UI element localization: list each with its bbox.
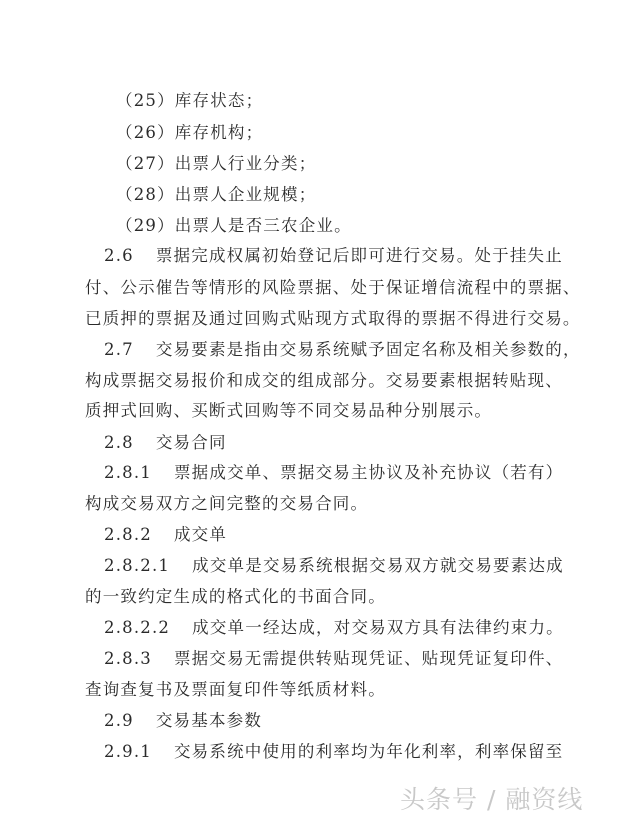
section-title: 交易合同 (155, 433, 227, 452)
section-number: 2.8.2.1 (104, 556, 171, 575)
paragraph-line: 质押式回购、买断式回购等不同交易品种分别展示。 (85, 401, 493, 420)
section-2-6-first-line (104, 245, 563, 267)
section-2-8-2-heading (104, 524, 227, 546)
source-watermark: 头条号 / 融资线 (400, 785, 584, 814)
section-number: 2.9 (104, 711, 134, 730)
list-item-26: （26）库存机构； (116, 123, 264, 142)
section-title: 成交单 (173, 525, 228, 544)
list-item-29: （29）出票人是否三农企业。 (116, 216, 352, 235)
paragraph-text: 票据完成权属初始登记后即可进行交易。处于挂失止 (155, 246, 563, 265)
section-number: 2.7 (104, 340, 134, 359)
paragraph-line: 构成交易双方之间完整的交易合同。 (85, 494, 369, 513)
section-number: 2.8.2.2 (104, 618, 171, 637)
paragraph-text: 成交单是交易系统根据交易双方就交易要素达成 (192, 556, 564, 575)
paragraph-text: 票据成交单、票据交易主协议及补充协议（若有） (173, 463, 564, 482)
paragraph-text: 交易要素是指由交易系统赋予固定名称及相关参数的， (155, 340, 581, 359)
section-title: 交易基本参数 (155, 711, 263, 730)
section-number: 2.9.1 (104, 742, 152, 761)
section-2-8-2-1-first-line (104, 555, 564, 577)
section-2-8-heading (104, 432, 227, 454)
paragraph-line: 已质押的票据及通过回购式贴现方式取得的票据不得进行交易。 (85, 309, 581, 328)
section-2-8-3-first-line (104, 648, 563, 670)
list-item-27: （27）出票人行业分类； (116, 154, 317, 173)
section-2-8-2-2-first-line (104, 617, 564, 639)
section-2-8-1-first-line (104, 462, 563, 484)
list-item-25: （25）库存状态； (116, 91, 264, 110)
section-number: 2.8.1 (104, 463, 152, 482)
paragraph-text: 票据交易无需提供转贴现凭证、贴现凭证复印件、 (173, 649, 564, 668)
section-number: 2.6 (104, 246, 134, 265)
paragraph-line: 的一致约定生成的格式化的书面合同。 (85, 587, 386, 606)
section-number: 2.8.3 (104, 649, 152, 668)
paragraph-text: 交易系统中使用的利率均为年化利率，利率保留至 (173, 742, 564, 761)
paragraph-line: 构成票据交易报价和成交的组成部分。交易要素根据转贴现、 (85, 371, 563, 390)
section-number: 2.8 (104, 433, 134, 452)
section-2-7-first-line (104, 339, 581, 361)
section-2-9-1-first-line (104, 741, 563, 763)
section-2-9-heading (104, 710, 262, 732)
list-item-28: （28）出票人企业规模； (116, 185, 317, 204)
paragraph-text: 成交单一经达成，对交易双方具有法律约束力。 (192, 618, 564, 637)
paragraph-line: 付、公示催告等情形的风险票据、处于保证增信流程中的票据、 (85, 278, 581, 297)
section-number: 2.8.2 (104, 525, 152, 544)
paragraph-line: 查询查复书及票面复印件等纸质材料。 (85, 680, 386, 699)
